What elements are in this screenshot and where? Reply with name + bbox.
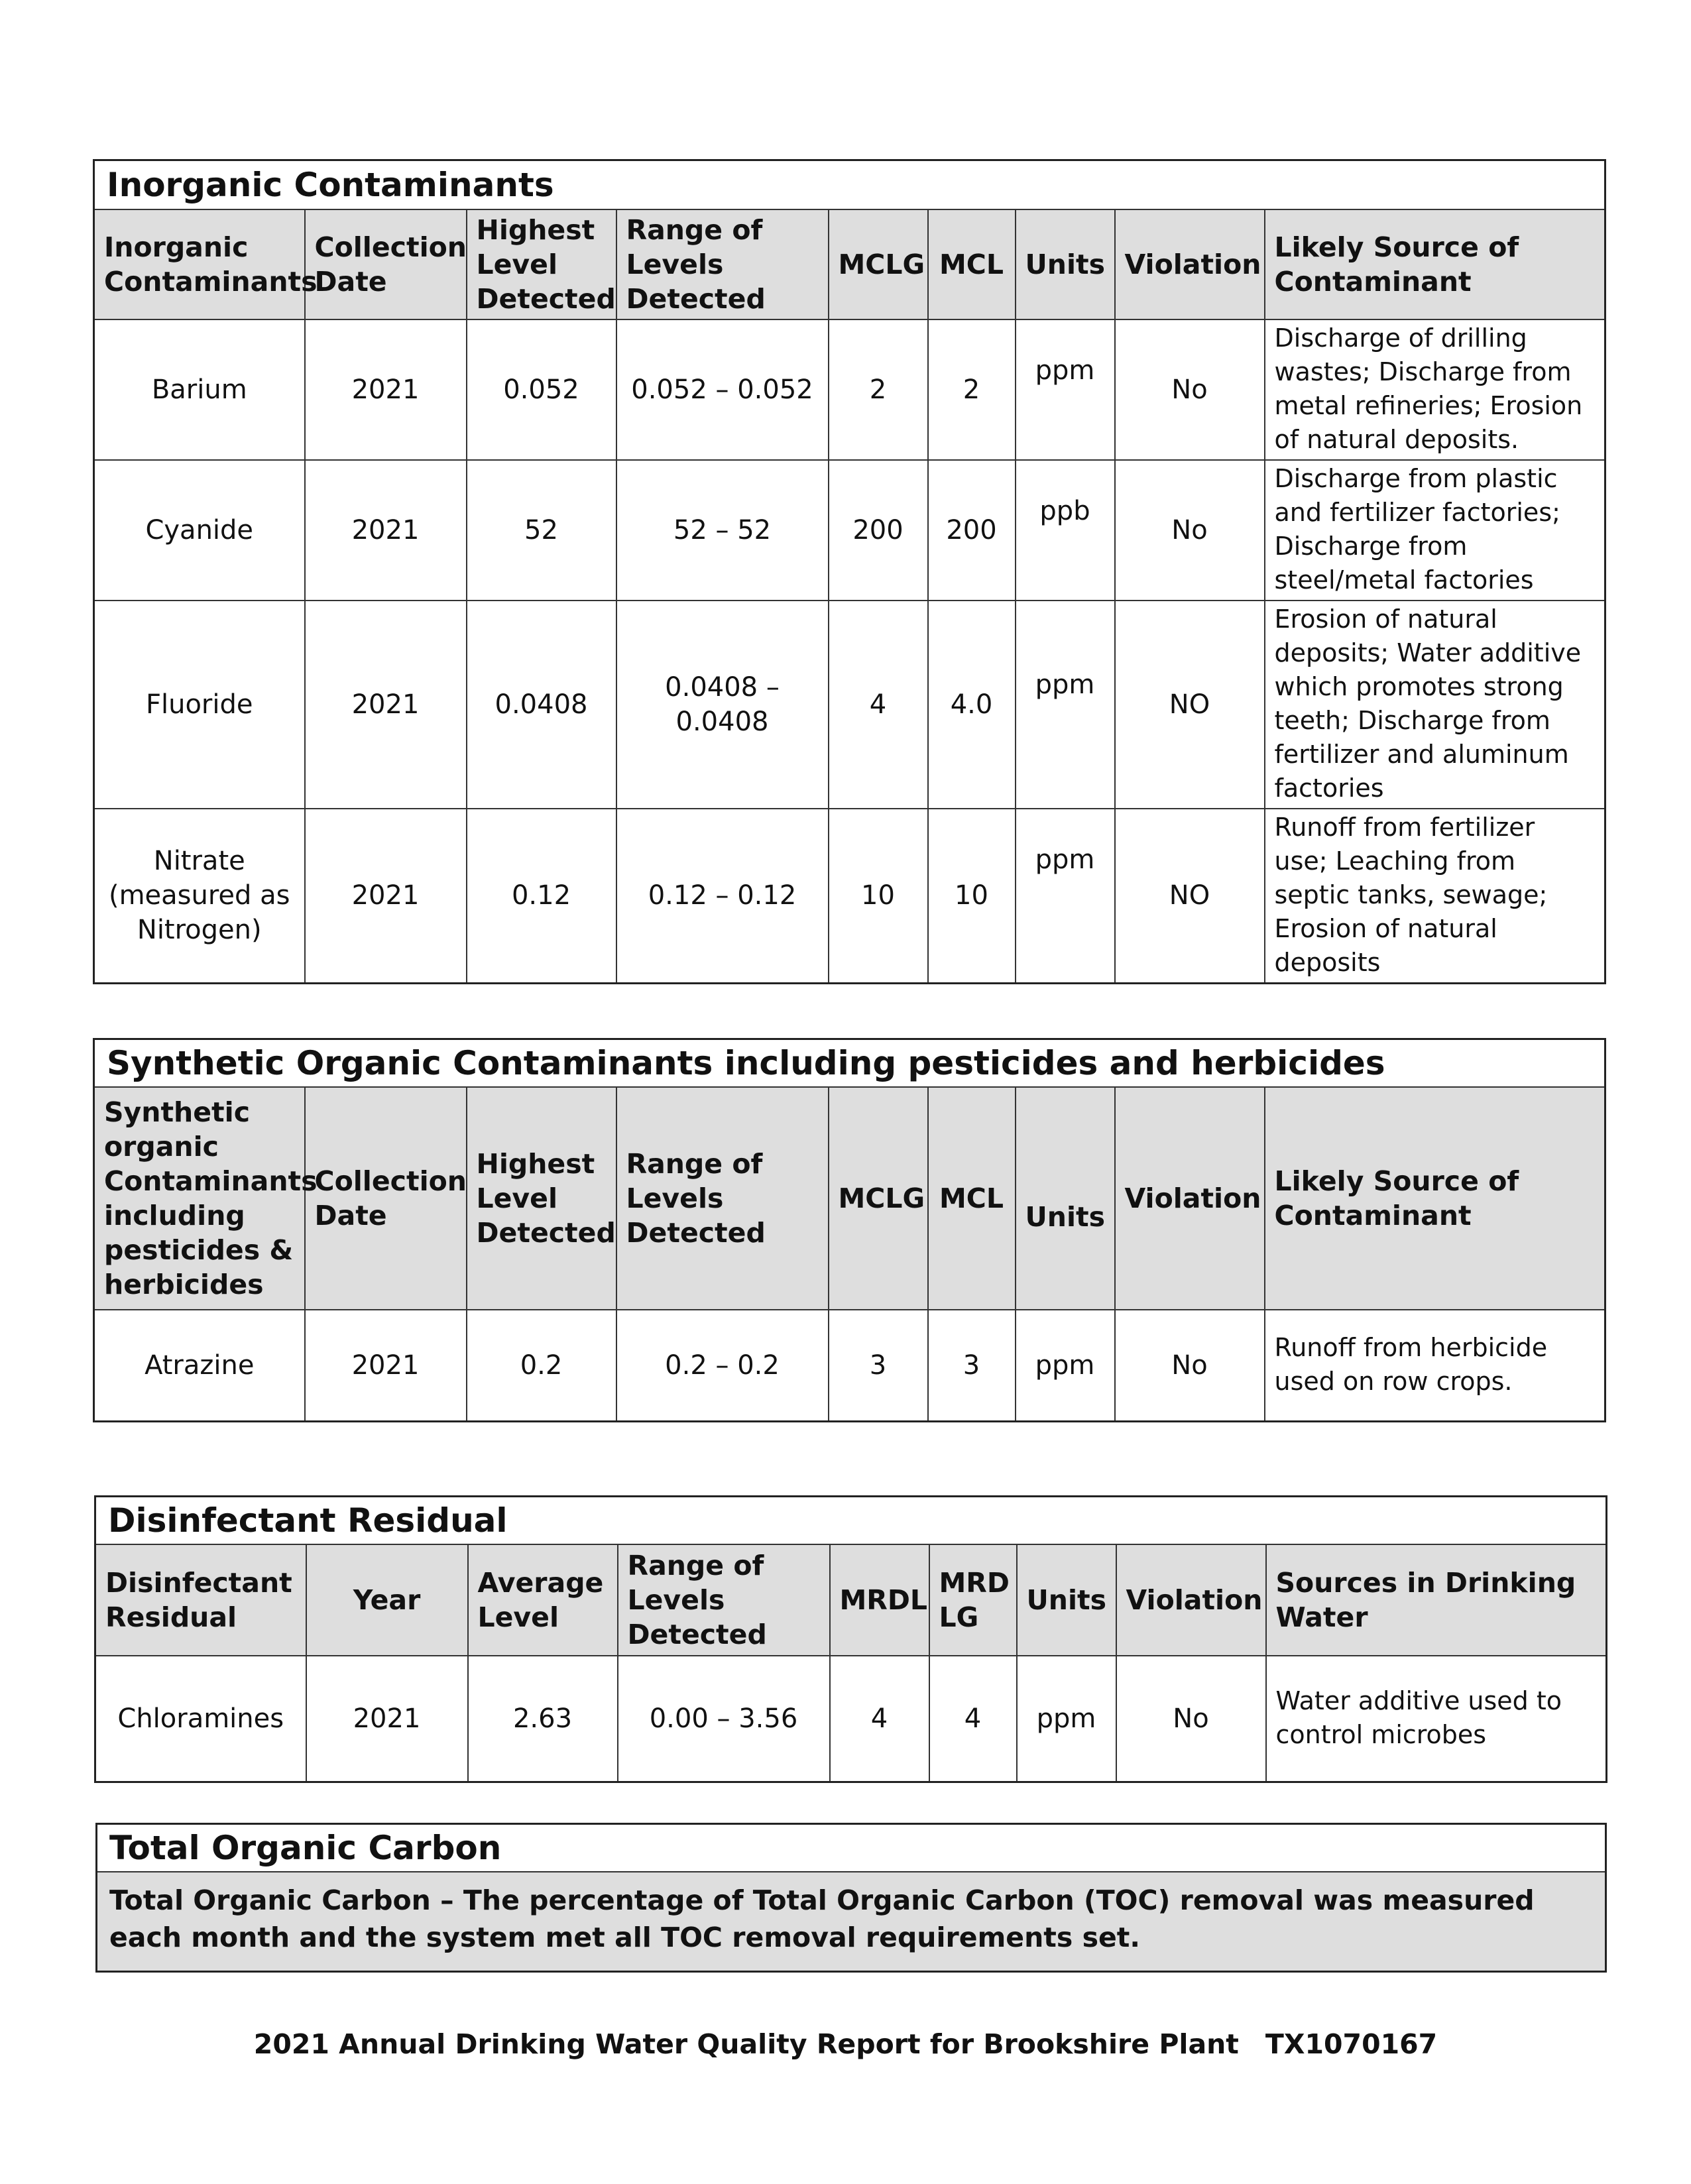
- table-cell: 0.12 – 0.12: [616, 809, 829, 984]
- table-cell: 0.12: [467, 809, 616, 984]
- table-cell: Runoff from herbicide used on row crops.: [1265, 1310, 1605, 1421]
- table-cell: Erosion of natural deposits; Water additive which promotes strong teeth; Discharge from fertilizer and aluminum factories: [1265, 601, 1605, 809]
- column-header: Synthetic organic Contaminants including pesticides & herbicides: [94, 1087, 305, 1310]
- column-header: Likely Source of Contaminant: [1265, 209, 1605, 319]
- table-cell: 2021: [305, 319, 467, 460]
- table-cell: Discharge from plastic and fertilizer factories; Discharge from steel/metal factories: [1265, 460, 1605, 601]
- table-cell: ppm: [1016, 1310, 1115, 1421]
- table-cell: 0.0408: [467, 601, 616, 809]
- table-cell: Discharge of drilling wastes; Discharge from metal refineries; Erosion of natural deposits.: [1265, 319, 1605, 460]
- table-cell: 4: [830, 1656, 929, 1782]
- column-header: MRDL: [830, 1544, 929, 1656]
- column-header: Disinfectant Residual: [95, 1544, 306, 1656]
- table-title: Inorganic Contaminants: [94, 160, 1605, 209]
- page-footer: [0, 2028, 1691, 2060]
- column-header: Likely Source of Contaminant: [1265, 1087, 1605, 1310]
- column-header: Highest Level Detected: [467, 1087, 616, 1310]
- table-cell: Water additive used to control microbes: [1266, 1656, 1607, 1782]
- table-row: [94, 601, 1605, 809]
- column-header: Range of Levels Detected: [618, 1544, 830, 1656]
- report-title: 2021 Annual Drinking Water Quality Report for Brookshire Plant: [253, 2028, 1239, 2060]
- table-cell: 4: [829, 601, 928, 809]
- table-cell: Atrazine: [94, 1310, 305, 1421]
- table-cell: 4.0: [928, 601, 1016, 809]
- table-cell: 4: [929, 1656, 1017, 1782]
- column-header: Inorganic Contaminants: [94, 209, 305, 319]
- table-row: [94, 809, 1605, 984]
- table-cell: 0.0408 – 0.0408: [616, 601, 829, 809]
- toc-description: Total Organic Carbon – The percentage of Total Organic Carbon (TOC) removal was measured each month and the system met all TOC removal requirements set.: [97, 1872, 1606, 1971]
- column-header: Range of Levels Detected: [616, 209, 829, 319]
- table-cell: 0.2 – 0.2: [616, 1310, 829, 1421]
- column-header: MCLG: [829, 209, 928, 319]
- column-header: MCL: [928, 209, 1016, 319]
- table-cell: NO: [1115, 601, 1265, 809]
- table-cell: 0.2: [467, 1310, 616, 1421]
- table-cell: ppm: [1016, 809, 1115, 984]
- table-cell: 0.00 – 3.56: [618, 1656, 830, 1782]
- table-cell: ppm: [1016, 601, 1115, 809]
- system-id: TX1070167: [1265, 2028, 1438, 2060]
- table-cell: 2021: [306, 1656, 468, 1782]
- table-cell: 52 – 52: [616, 460, 829, 601]
- table-row: [95, 1656, 1607, 1782]
- table-cell: 0.052 – 0.052: [616, 319, 829, 460]
- column-header: MRD LG: [929, 1544, 1017, 1656]
- table-cell: Runoff from fertilizer use; Leaching from septic tanks, sewage; Erosion of natural deposits: [1265, 809, 1605, 984]
- table-cell: 0.052: [467, 319, 616, 460]
- table-cell: 2: [928, 319, 1016, 460]
- table-cell: 2021: [305, 601, 467, 809]
- column-header: Collection Date: [305, 209, 467, 319]
- table-cell: ppm: [1016, 319, 1115, 460]
- table-cell: 200: [829, 460, 928, 601]
- table-title: Disinfectant Residual: [95, 1497, 1607, 1545]
- table-cell: NO: [1115, 809, 1265, 984]
- table-cell: No: [1115, 460, 1265, 601]
- column-header: Collection Date: [305, 1087, 467, 1310]
- table-cell: 2021: [305, 1310, 467, 1421]
- table-cell: 52: [467, 460, 616, 601]
- column-header: Year: [306, 1544, 468, 1656]
- column-header: Units: [1016, 1087, 1115, 1310]
- table-cell: 200: [928, 460, 1016, 601]
- column-header: Units: [1016, 209, 1115, 319]
- table-cell: 3: [829, 1310, 928, 1421]
- table-title: Synthetic Organic Contaminants including pesticides and herbicides: [94, 1039, 1605, 1088]
- column-header: Average Level: [468, 1544, 618, 1656]
- table-cell: 10: [829, 809, 928, 984]
- table-cell: No: [1115, 319, 1265, 460]
- table-cell: Nitrate (measured as Nitrogen): [94, 809, 305, 984]
- table-row: [94, 460, 1605, 601]
- table-row: [94, 319, 1605, 460]
- table-cell: 3: [928, 1310, 1016, 1421]
- total-organic-carbon-box: [95, 1823, 1607, 1973]
- column-header: Range of Levels Detected: [616, 1087, 829, 1310]
- table-cell: ppb: [1016, 460, 1115, 601]
- inorganic-contaminants-table: [93, 159, 1606, 984]
- column-header: Violation: [1115, 209, 1265, 319]
- column-header: Sources in Drinking Water: [1266, 1544, 1607, 1656]
- disinfectant-residual-table: [94, 1495, 1607, 1783]
- column-header: Violation: [1115, 1087, 1265, 1310]
- column-header: MCLG: [829, 1087, 928, 1310]
- table-row: [94, 1310, 1605, 1421]
- column-header: Violation: [1116, 1544, 1266, 1656]
- table-cell: 2.63: [468, 1656, 618, 1782]
- table-title: Total Organic Carbon: [97, 1824, 1606, 1872]
- table-cell: 10: [928, 809, 1016, 984]
- table-cell: Cyanide: [94, 460, 305, 601]
- column-header: Units: [1017, 1544, 1116, 1656]
- table-cell: 2021: [305, 460, 467, 601]
- table-cell: No: [1116, 1656, 1266, 1782]
- column-header: MCL: [928, 1087, 1016, 1310]
- table-cell: Barium: [94, 319, 305, 460]
- table-cell: ppm: [1017, 1656, 1116, 1782]
- table-cell: No: [1115, 1310, 1265, 1421]
- table-cell: Chloramines: [95, 1656, 306, 1782]
- column-header: Highest Level Detected: [467, 209, 616, 319]
- table-cell: 2: [829, 319, 928, 460]
- table-cell: 2021: [305, 809, 467, 984]
- synthetic-organic-table: [93, 1038, 1606, 1422]
- table-cell: Fluoride: [94, 601, 305, 809]
